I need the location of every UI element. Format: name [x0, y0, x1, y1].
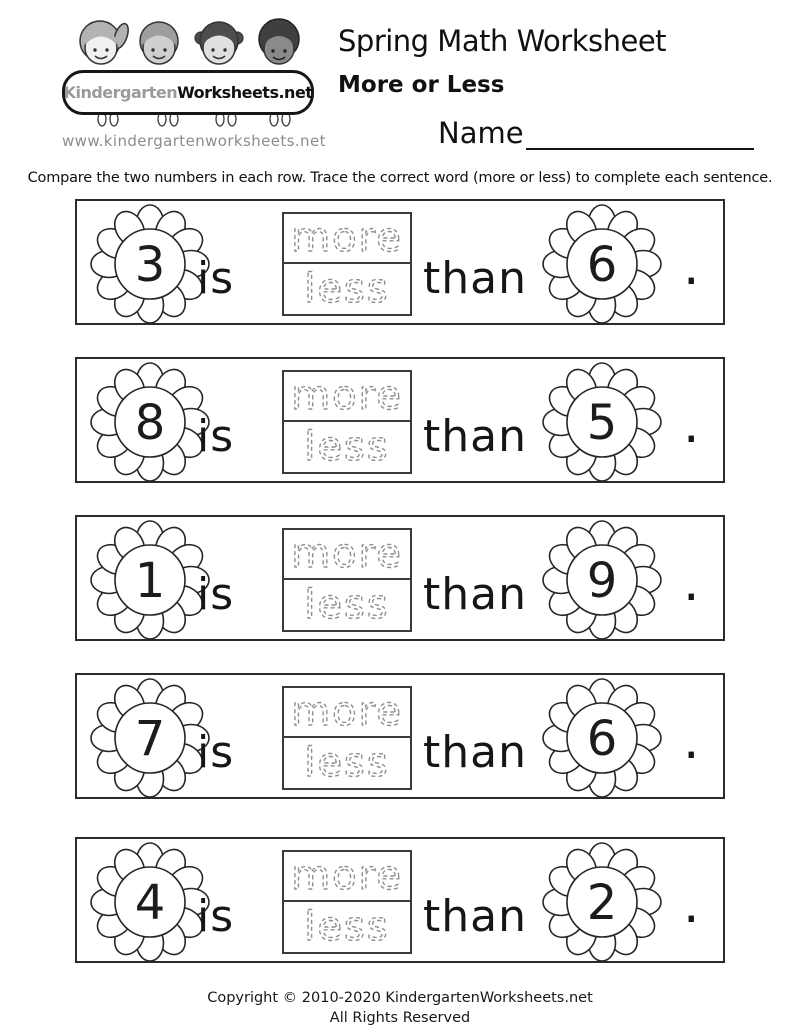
brand-name-part1: Kindergarten: [63, 83, 178, 102]
word-is: is: [197, 411, 235, 462]
flower-right: [542, 678, 662, 798]
trace-word-box: [282, 686, 412, 790]
rights-line: All Rights Reserved: [329, 1010, 471, 1026]
word-is: is: [197, 727, 235, 778]
trace-cell-less: [284, 580, 410, 630]
logo-url: www.kindergartenworksheets.net: [62, 132, 326, 150]
word-than: than: [423, 253, 527, 304]
trace-word-box: [282, 370, 412, 474]
name-label: Name: [438, 116, 524, 150]
worksheet-row: [75, 357, 725, 483]
worksheet-rows: [75, 199, 725, 995]
left-number: 8: [134, 395, 166, 451]
trace-cell-less: [284, 264, 410, 314]
flower-left: [90, 678, 210, 798]
trace-more-svg: [285, 531, 409, 577]
right-number: 2: [586, 875, 618, 931]
trace-cell-more: [284, 530, 410, 580]
worksheet-row: [75, 515, 725, 641]
trace-cell-less: [284, 422, 410, 472]
sentence-period: .: [683, 395, 700, 455]
trace-more-svg: [285, 215, 409, 261]
page-subtitle: More or Less: [338, 72, 505, 98]
trace-word-less: less: [304, 424, 390, 470]
trace-more-svg: [285, 689, 409, 735]
kids-illustration: [67, 14, 309, 76]
copyright-line: Copyright © 2010-2020 KindergartenWorksheets.net: [207, 990, 593, 1006]
trace-word-more: more: [291, 215, 403, 261]
worksheet-row: [75, 199, 725, 325]
trace-more-svg: [285, 853, 409, 899]
trace-word-less: less: [304, 904, 390, 950]
trace-word-box: [282, 528, 412, 632]
flower-right: [542, 842, 662, 962]
name-blank-line: [526, 116, 754, 150]
flower-left: [90, 362, 210, 482]
trace-word-less: less: [304, 740, 390, 786]
worksheet-row: [75, 837, 725, 963]
right-number: 6: [586, 237, 618, 293]
word-than: than: [423, 569, 527, 620]
flower-left: [90, 204, 210, 324]
right-number: 6: [586, 711, 618, 767]
logo-banner: [62, 70, 314, 115]
word-is: is: [197, 253, 235, 304]
trace-word-more: more: [291, 853, 403, 899]
word-is: is: [197, 891, 235, 942]
right-number: 5: [586, 395, 618, 451]
left-number: 7: [134, 711, 166, 767]
trace-cell-more: [284, 852, 410, 902]
sentence-period: .: [683, 237, 700, 297]
footer: [0, 988, 800, 1028]
page-title: Spring Math Worksheet: [338, 24, 667, 58]
sentence-period: .: [683, 875, 700, 935]
name-row: [438, 116, 754, 150]
trace-cell-more: [284, 372, 410, 422]
trace-word-more: more: [291, 373, 403, 419]
word-is: is: [197, 569, 235, 620]
trace-cell-less: [284, 738, 410, 788]
site-logo: [62, 14, 326, 150]
sentence-period: .: [683, 711, 700, 771]
trace-less-svg: [285, 582, 409, 628]
trace-less-svg: [285, 266, 409, 312]
word-than: than: [423, 727, 527, 778]
trace-less-svg: [285, 904, 409, 950]
trace-word-more: more: [291, 531, 403, 577]
flower-left: [90, 520, 210, 640]
trace-word-box: [282, 850, 412, 954]
trace-cell-more: [284, 688, 410, 738]
right-number: 9: [586, 553, 618, 609]
trace-more-svg: [285, 373, 409, 419]
flower-left: [90, 842, 210, 962]
flower-right: [542, 520, 662, 640]
left-number: 4: [134, 875, 166, 931]
worksheet-row: [75, 673, 725, 799]
trace-word-less: less: [304, 582, 390, 628]
instructions-text: Compare the two numbers in each row. Trace the correct word (more or less) to complete each sentence.: [27, 170, 773, 186]
left-number: 1: [134, 553, 166, 609]
sentence-period: .: [683, 553, 700, 613]
flower-right: [542, 362, 662, 482]
trace-word-less: less: [304, 266, 390, 312]
trace-word-more: more: [291, 689, 403, 735]
brand-name-part2: Worksheets.net: [177, 83, 313, 102]
trace-cell-more: [284, 214, 410, 264]
flower-right: [542, 204, 662, 324]
trace-word-box: [282, 212, 412, 316]
trace-cell-less: [284, 902, 410, 952]
trace-less-svg: [285, 424, 409, 470]
word-than: than: [423, 411, 527, 462]
left-number: 3: [134, 237, 166, 293]
word-than: than: [423, 891, 527, 942]
trace-less-svg: [285, 740, 409, 786]
